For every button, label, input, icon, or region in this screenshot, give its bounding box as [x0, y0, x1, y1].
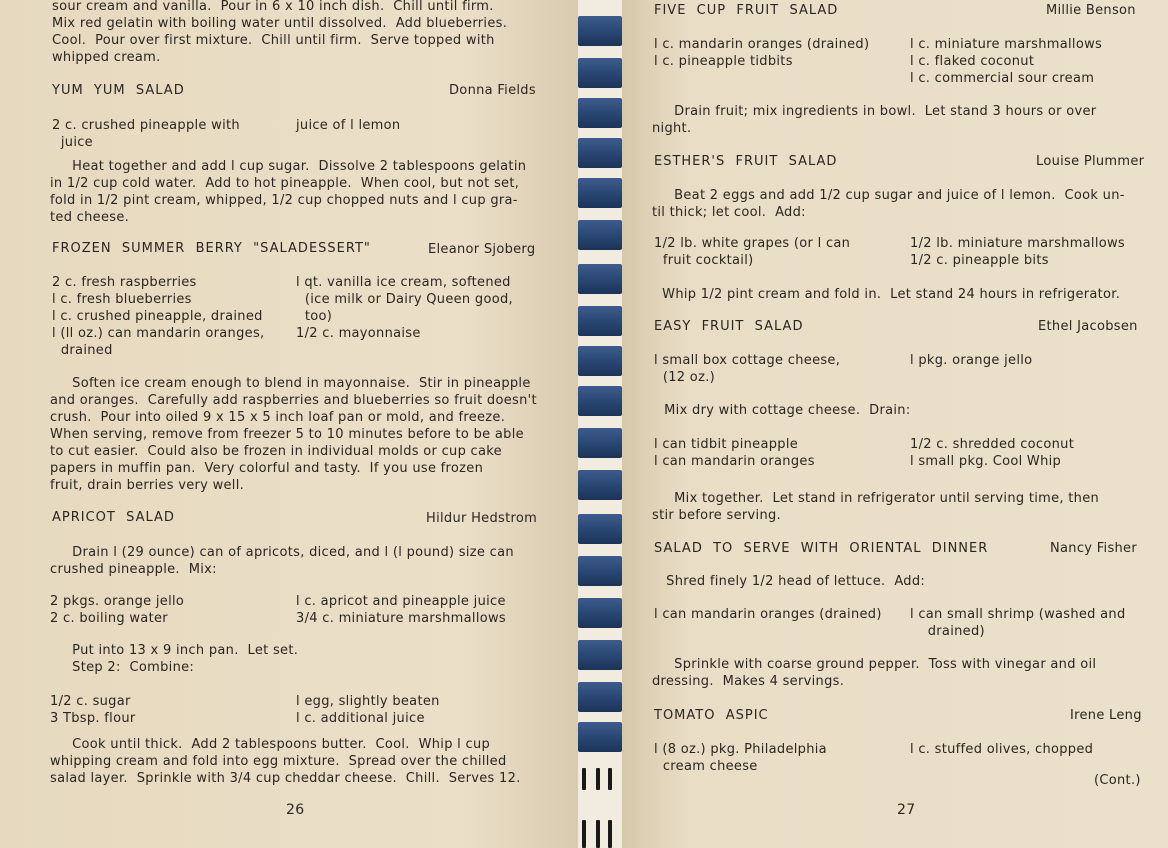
binding-bar [596, 768, 600, 790]
ingredient: l can mandarin oranges [654, 454, 815, 469]
ingredient: 1/2 c. sugar [50, 694, 131, 709]
binding-bar [608, 768, 612, 790]
ingredient: l qt. vanilla ice cream, softened [296, 275, 511, 290]
ingredient: l small box cottage cheese, [654, 353, 841, 368]
binding-ring [578, 346, 622, 376]
binding-ring [578, 722, 622, 752]
recipe-text: papers in muffin pan. Very colorful and tasty. If you use frozen [50, 461, 484, 476]
recipe-text: in 1/2 cup cold water. Add to hot pineapple. When cool, but not set, [50, 176, 520, 191]
binding-bar [582, 768, 586, 790]
ingredient: juice of l lemon [296, 118, 401, 133]
recipe-text: Drain l (29 ounce) can of apricots, diced, and l (l pound) size can [50, 545, 514, 560]
ingredient: l c. pineapple tidbits [654, 54, 793, 69]
ingredient: l c. flaked coconut [910, 54, 1035, 69]
ingredient: 2 c. boiling water [50, 611, 168, 626]
ingredient: 2 pkgs. orange jello [50, 594, 185, 609]
recipe-text: ted cheese. [50, 210, 130, 225]
ingredient: 1/2 c. mayonnaise [296, 326, 421, 341]
recipe-text: Soften ice cream enough to blend in mayonnaise. Stir in pineapple [50, 376, 531, 391]
recipe-text: Mix dry with cottage cheese. Drain: [642, 403, 911, 418]
right-page [622, 0, 1168, 848]
ingredient: l (ll oz.) can mandarin oranges, [52, 326, 265, 341]
recipe-text: fold in 1/2 pint cream, whipped, 1/2 cup chopped nuts and l cup gra- [50, 193, 518, 208]
ingredient: l c. crushed pineapple, drained [52, 309, 263, 324]
ingredient: 3 Tbsp. flour [50, 711, 136, 726]
page-number: 27 [897, 802, 916, 818]
recipe-text: night. [652, 121, 692, 136]
recipe-author: Eleanor Sjoberg [428, 242, 536, 257]
binding-ring [578, 428, 622, 458]
ingredient: drained [52, 343, 113, 358]
ingredient: juice [52, 135, 93, 150]
recipe-text: fruit, drain berries very well. [50, 478, 245, 493]
intro-line: sour cream and vanilla. Pour in 6 x 10 inch dish. Chill until firm. [52, 0, 494, 14]
ingredient: l small pkg. Cool Whip [910, 454, 1062, 469]
ingredient: fruit cocktail) [654, 253, 754, 268]
binding-ring [578, 264, 622, 294]
binding-ring [578, 16, 622, 46]
left-page [0, 0, 578, 848]
recipe-text: to cut easier. Could also be frozen in individual molds or cup cake [50, 444, 502, 459]
recipe-author: Nancy Fisher [1050, 541, 1138, 556]
binding-ring [578, 58, 622, 88]
recipe-text: Cook until thick. Add 2 tablespoons butter. Cool. Whip l cup [50, 737, 491, 752]
recipe-title: EASY FRUIT SALAD [654, 319, 804, 334]
recipe-title: FROZEN SUMMER BERRY "SALADESSERT" [52, 241, 371, 256]
ingredient: l c. miniature marshmallows [910, 37, 1103, 52]
ingredient: l c. mandarin oranges (drained) [654, 37, 870, 52]
intro-line: Cool. Pour over first mixture. Chill until firm. Serve topped with [52, 33, 495, 48]
ingredient: cream cheese [654, 759, 758, 774]
recipe-text: crush. Pour into oiled 9 x 15 x 5 inch loaf pan or mold, and freeze. [50, 410, 506, 425]
recipe-author: Irene Leng [1070, 708, 1142, 723]
recipe-text: stir before serving. [652, 508, 781, 523]
recipe-text: Heat together and add l cup sugar. Dissolve 2 tablespoons gelatin [50, 159, 527, 174]
recipe-text: Shred finely 1/2 head of lettuce. Add: [644, 574, 926, 589]
binding-ring [578, 556, 622, 586]
binding-ring [578, 470, 622, 500]
binding-ring [578, 514, 622, 544]
ingredient: 3/4 c. miniature marshmallows [296, 611, 506, 626]
recipe-text: Mix together. Let stand in refrigerator until serving time, then [652, 491, 1100, 506]
binding-ring [578, 178, 622, 208]
recipe-title: APRICOT SALAD [52, 510, 175, 525]
ingredient: drained) [910, 624, 985, 639]
recipe-title: ESTHER'S FRUIT SALAD [654, 154, 838, 169]
recipe-text: Sprinkle with coarse ground pepper. Toss with vinegar and oil [652, 657, 1097, 672]
recipe-author: Louise Plummer [1036, 154, 1145, 169]
ingredient: l can small shrimp (washed and [910, 607, 1126, 622]
recipe-author: Hildur Hedstrom [426, 511, 538, 526]
recipe-author: Millie Benson [1046, 3, 1136, 18]
binding-ring [578, 306, 622, 336]
binding-bar [608, 820, 612, 848]
intro-line: whipped cream. [52, 50, 161, 65]
ingredient: 1/2 c. pineapple bits [910, 253, 1049, 268]
recipe-text: til thick; let cool. Add: [652, 205, 806, 220]
ingredient: (ice milk or Dairy Queen good, [296, 292, 513, 307]
ingredient: l (8 oz.) pkg. Philadelphia [654, 742, 827, 757]
recipe-text: and oranges. Carefully add raspberries and blueberries so fruit doesn't [50, 393, 537, 408]
recipe-author: Donna Fields [449, 83, 536, 98]
binding-ring [578, 640, 622, 670]
recipe-title: SALAD TO SERVE WITH ORIENTAL DINNER [654, 541, 989, 556]
recipe-text: Drain fruit; mix ingredients in bowl. Let stand 3 hours or over [652, 104, 1097, 119]
ingredient: l c. fresh blueberries [52, 292, 192, 307]
binding-ring [578, 386, 622, 416]
recipe-author: Ethel Jacobsen [1038, 319, 1138, 334]
binding-ring [578, 138, 622, 168]
ingredient: too) [296, 309, 333, 324]
continued-label: (Cont.) [1094, 773, 1141, 788]
recipe-text: Step 2: Combine: [50, 660, 195, 675]
ingredient: l can tidbit pineapple [654, 437, 799, 452]
ingredient: 2 c. fresh raspberries [52, 275, 197, 290]
ingredient: 1/2 c. shredded coconut [910, 437, 1075, 452]
ingredient: l pkg. orange jello [910, 353, 1033, 368]
binding-bar [596, 820, 600, 848]
recipe-title: FIVE CUP FRUIT SALAD [654, 3, 839, 18]
binding-ring [578, 598, 622, 628]
recipe-text: whipping cream and fold into egg mixture. Spread over the chilled [50, 754, 507, 769]
recipe-title: YUM YUM SALAD [52, 83, 185, 98]
recipe-title: TOMATO ASPIC [654, 708, 769, 723]
ingredient: 1/2 lb. white grapes (or l can [654, 236, 851, 251]
ingredient: l c. commercial sour cream [910, 71, 1095, 86]
recipe-text: dressing. Makes 4 servings. [652, 674, 845, 689]
recipe-text: Put into 13 x 9 inch pan. Let set. [50, 643, 299, 658]
ingredient: 2 c. crushed pineapple with [52, 118, 240, 133]
page-number: 26 [286, 802, 305, 818]
ingredient: l c. additional juice [296, 711, 425, 726]
recipe-text: Whip 1/2 pint cream and fold in. Let stand 24 hours in refrigerator. [640, 287, 1121, 302]
recipe-text: Beat 2 eggs and add 1/2 cup sugar and juice of l lemon. Cook un- [652, 188, 1125, 203]
ingredient: (12 oz.) [654, 370, 715, 385]
binding-spine [578, 0, 622, 848]
binding-ring [578, 220, 622, 250]
recipe-text: When serving, remove from freezer 5 to 10 minutes before to be able [50, 427, 524, 442]
ingredient: l c. apricot and pineapple juice [296, 594, 506, 609]
intro-line: Mix red gelatin with boiling water until dissolved. Add blueberries. [52, 16, 508, 31]
recipe-text: salad layer. Sprinkle with 3/4 cup cheddar cheese. Chill. Serves 12. [50, 771, 521, 786]
binding-bar [582, 820, 586, 848]
binding-ring [578, 98, 622, 128]
ingredient: 1/2 lb. miniature marshmallows [910, 236, 1126, 251]
binding-ring [578, 682, 622, 712]
ingredient: l c. stuffed olives, chopped [910, 742, 1094, 757]
ingredient: l can mandarin oranges (drained) [654, 607, 882, 622]
ingredient: l egg, slightly beaten [296, 694, 440, 709]
recipe-text: crushed pineapple. Mix: [50, 562, 217, 577]
